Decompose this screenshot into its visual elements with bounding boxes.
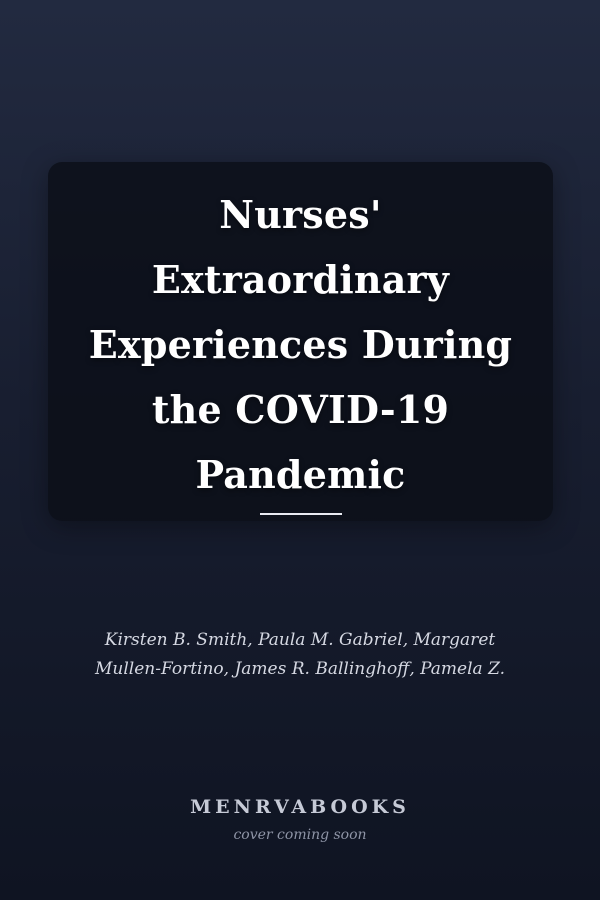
- title-panel: [48, 162, 553, 521]
- cover-note: cover coming soon: [233, 827, 367, 843]
- book-title-line: Extraordinary: [151, 257, 450, 302]
- book-title-line: Pandemic: [195, 452, 406, 497]
- author-line: Kirsten B. Smith, Paula M. Gabriel, Margaret: [104, 630, 496, 650]
- book-title: [48, 182, 553, 507]
- book-title-line: Nurses': [219, 192, 382, 237]
- title-divider: [260, 513, 342, 515]
- book-title-line: the COVID-19: [151, 387, 450, 432]
- book-title-line: Experiences During: [88, 322, 513, 367]
- author-list: [40, 626, 560, 684]
- publisher-name: MENRVABOOKS: [190, 796, 410, 818]
- author-line: Mullen-Fortino, James R. Ballinghoff, Pamela Z.: [94, 659, 506, 679]
